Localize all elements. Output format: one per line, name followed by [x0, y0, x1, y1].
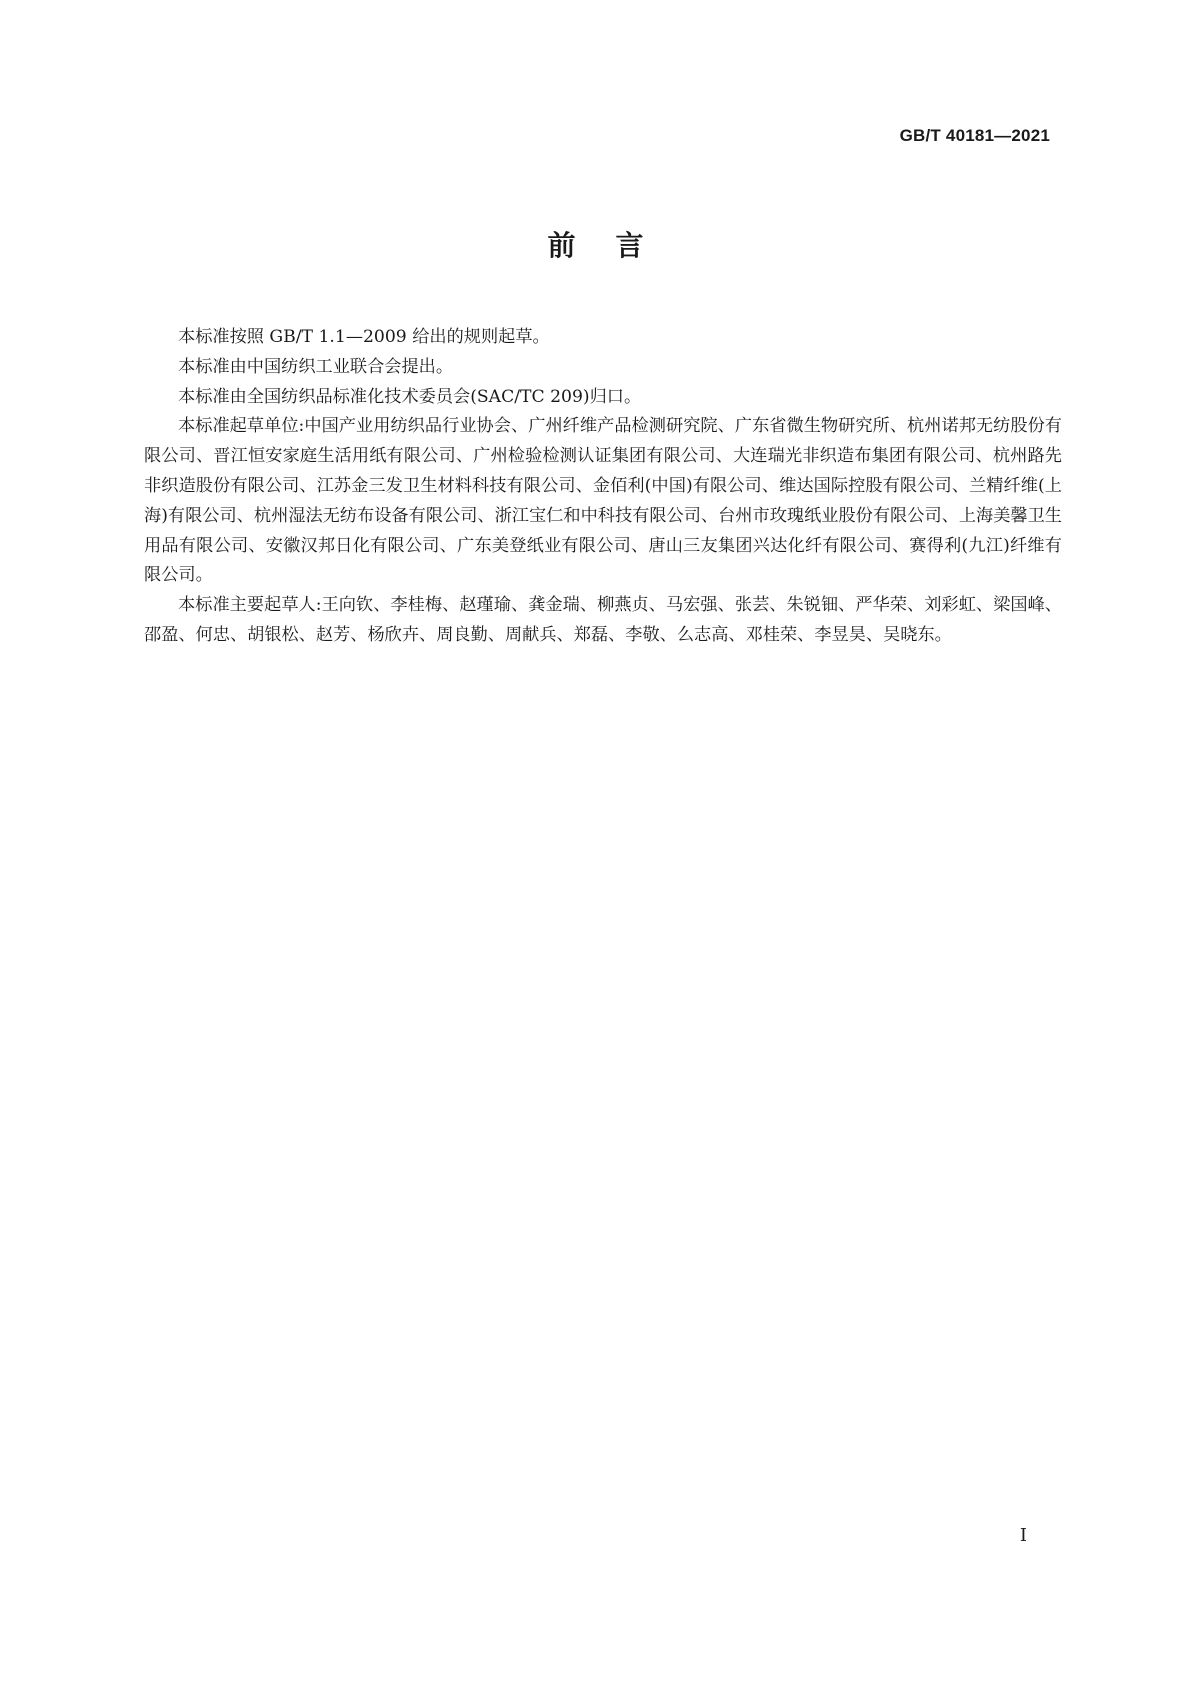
paragraph-technical-committee: 本标准由全国纺织品标准化技术委员会(SAC/TC 209)归口。 [178, 386, 642, 407]
paragraph-proposer: 本标准由中国纺织工业联合会提出。 [178, 356, 454, 377]
page-number: I [1019, 1525, 1027, 1546]
paragraph-drafting-units: 本标准起草单位:中国产业用纺织品行业协会、广州纤维产品检测研究院、广东省微生物研究所、杭州诺邦无纺股份有限公司、晋江恒安家庭生活用纸有限公司、广州检验检测认证集团有限公司、大连瑞光非织造布集团有限公司、杭州路先非织造股份有限公司、江苏金三发卫生材料科技有限公司、金佰利(中国)有限公司、维达国际控股有限公司、兰精纤维(上海)有限公司、杭州湿法无纺布设备有限公司、浙江宝仁和中科技有限公司、台州市玫瑰纸业股份有限公司、上海美馨卫生用品有限公司、安徽汉邦日化有限公司、广东美登纸业有限公司、唐山三友集团兴达化纤有限公司、赛得利(九江)纤维有限公司。 [144, 416, 1062, 586]
standard-number: GB/T 40181—2021 [899, 126, 1050, 145]
page-title: 前言 [547, 229, 684, 262]
paragraph-main-drafters: 本标准主要起草人:王向钦、李桂梅、赵瑾瑜、龚金瑞、柳燕贞、马宏强、张芸、朱锐钿、严华荣、刘彩虹、梁国峰、邵盈、何忠、胡银松、赵芳、杨欣卉、周良勤、周献兵、郑磊、李敬、么志高、邓桂荣、李昱昊、吴晓东。 [144, 595, 1062, 645]
paragraph-drafting-rules: 本标准按照 GB/T 1.1—2009 给出的规则起草。 [178, 327, 550, 347]
foreword-body [144, 323, 1062, 651]
